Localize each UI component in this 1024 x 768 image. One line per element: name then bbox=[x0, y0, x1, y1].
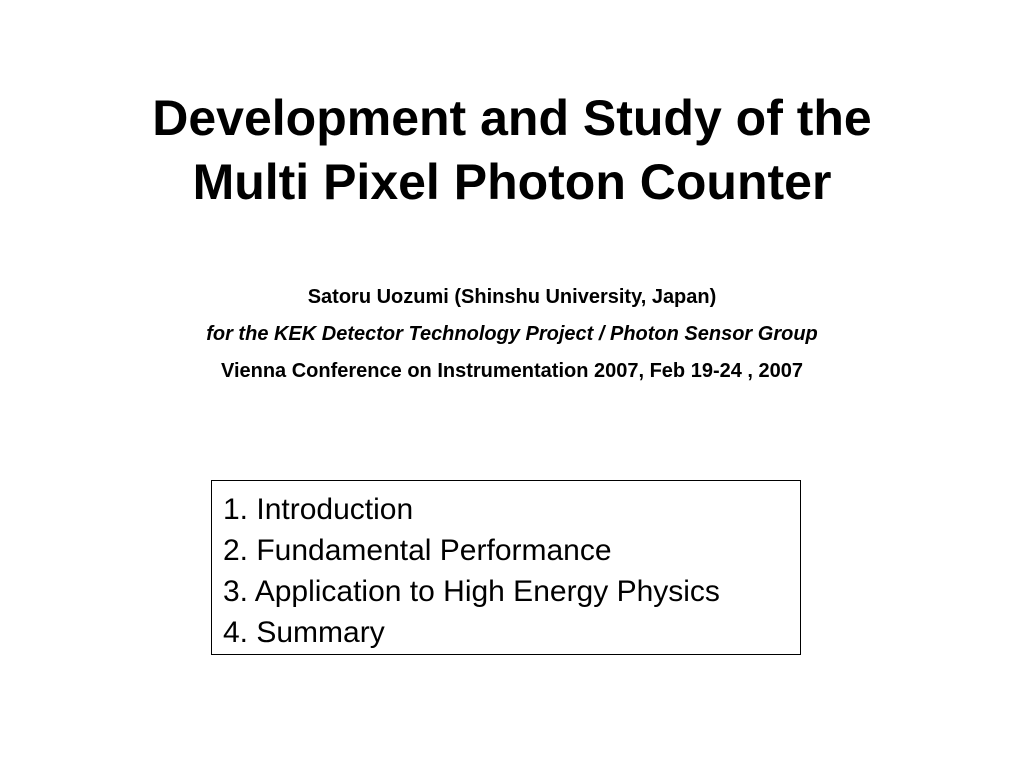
outline-item-summary: 4. Summary bbox=[223, 616, 385, 649]
outline-item-application: 3. Application to High Energy Physics bbox=[223, 575, 720, 608]
outline-item-introduction: 1. Introduction bbox=[223, 493, 414, 526]
outline-box bbox=[211, 480, 801, 655]
outline-item-fundamental-performance: 2. Fundamental Performance bbox=[223, 534, 612, 567]
presentation-info bbox=[0, 279, 1024, 390]
slide-title-line-1: Development and Study of the bbox=[152, 90, 872, 146]
project-group: for the KEK Detector Technology Project / Photon Sensor Group bbox=[206, 323, 818, 345]
slide-title-line-2: Multi Pixel Photon Counter bbox=[192, 154, 832, 210]
slide-title bbox=[0, 86, 1024, 214]
author-affiliation: Satoru Uozumi (Shinshu University, Japan) bbox=[307, 286, 717, 308]
conference-info: Vienna Conference on Instrumentation 2007, Feb 19-24 , 2007 bbox=[220, 360, 804, 382]
outline-list bbox=[223, 489, 800, 653]
